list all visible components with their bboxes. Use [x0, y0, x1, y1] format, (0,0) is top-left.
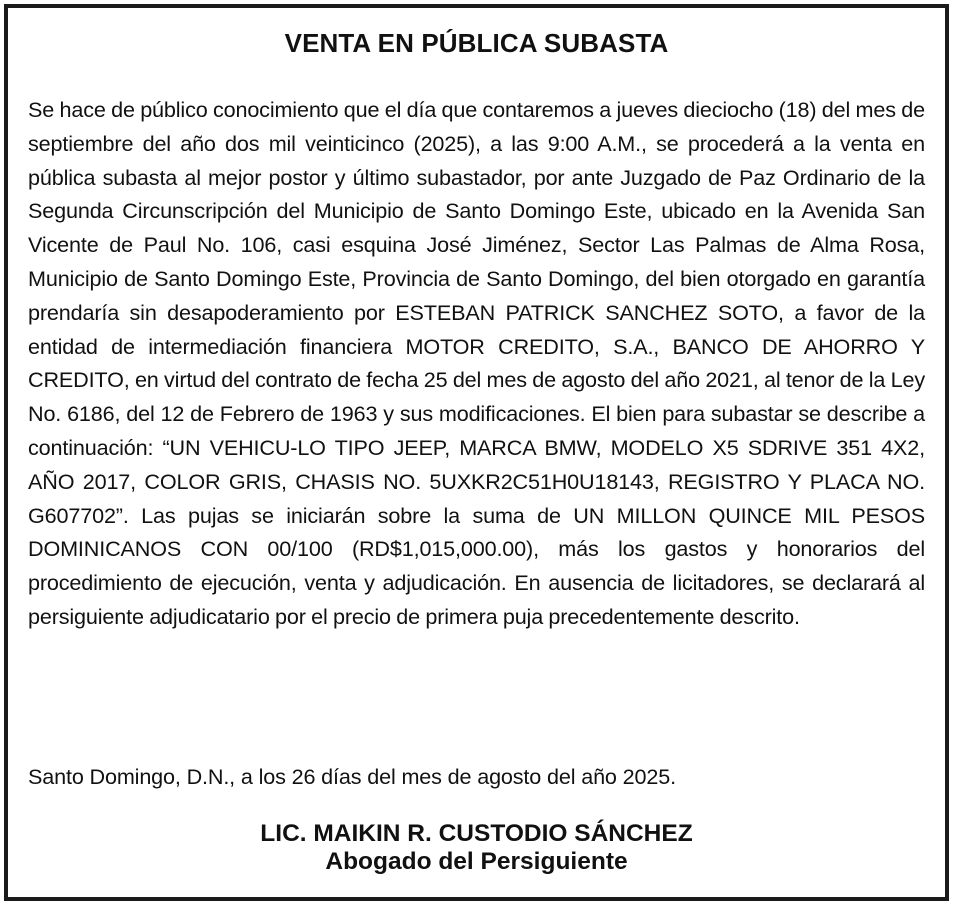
signature-block	[8, 820, 945, 876]
auction-notice	[4, 4, 949, 901]
signer-role: Abogado del Persiguiente	[325, 848, 628, 875]
place-and-date: Santo Domingo, D.N., a los 26 días del mes de agosto del año 2025.	[28, 764, 676, 789]
notice-body: Se hace de público conocimiento que el día que contaremos a jueves dieciocho (18) del mes de septiembre del año dos mil veinticinco (2025), a las 9:00 A.M., se procederá a la venta en pública subasta al mejor postor y último subastador, por ante Juzgado de Paz Ordinario de la Segunda Circunscripción del Municipio de Santo Domingo Este, ubicado en la Avenida San Vicente de Paul No. 106, casi esquina José Jiménez, Sector Las Palmas de Alma Rosa, Municipio de Santo Domingo Este, Provincia de Santo Domingo, del bien otorgado en garantía prendaría sin desapoderamiento por ESTEBAN PATRICK SANCHEZ SOTO, a favor de la entidad de intermediación financiera MOTOR CREDITO, S.A., BANCO DE AHORRO Y CREDITO, en virtud del contrato de fecha 25 del mes de agosto del año 2021, al tenor de la Ley No. 6186, del 12 de Febrero de 1963 y sus modificaciones. El bien para subastar se describe a continuación: “UN VEHICU-LO TIPO JEEP, MARCA BMW, MODELO X5 SDRIVE 351 4X2, AÑO 2017, COLOR GRIS, CHASIS NO. 5UXKR2C51H0U18143, REGISTRO Y PLACA NO. G607702”. Las pujas se iniciarán sobre la suma de UN MILLON QUINCE MIL PESOS DOMINICANOS CON 00/100 (RD$1,015,000.00), más los gastos y honorarios del procedimiento de ejecución, venta y adjudicación. En ausencia de licitadores, se declarará al persiguiente adjudicatario por el precio de primera puja precedentemente descrito.	[28, 97, 925, 629]
notice-title: VENTA EN PÚBLICA SUBASTA	[284, 28, 669, 58]
signer-name: LIC. MAIKIN R. CUSTODIO SÁNCHEZ	[260, 820, 693, 847]
